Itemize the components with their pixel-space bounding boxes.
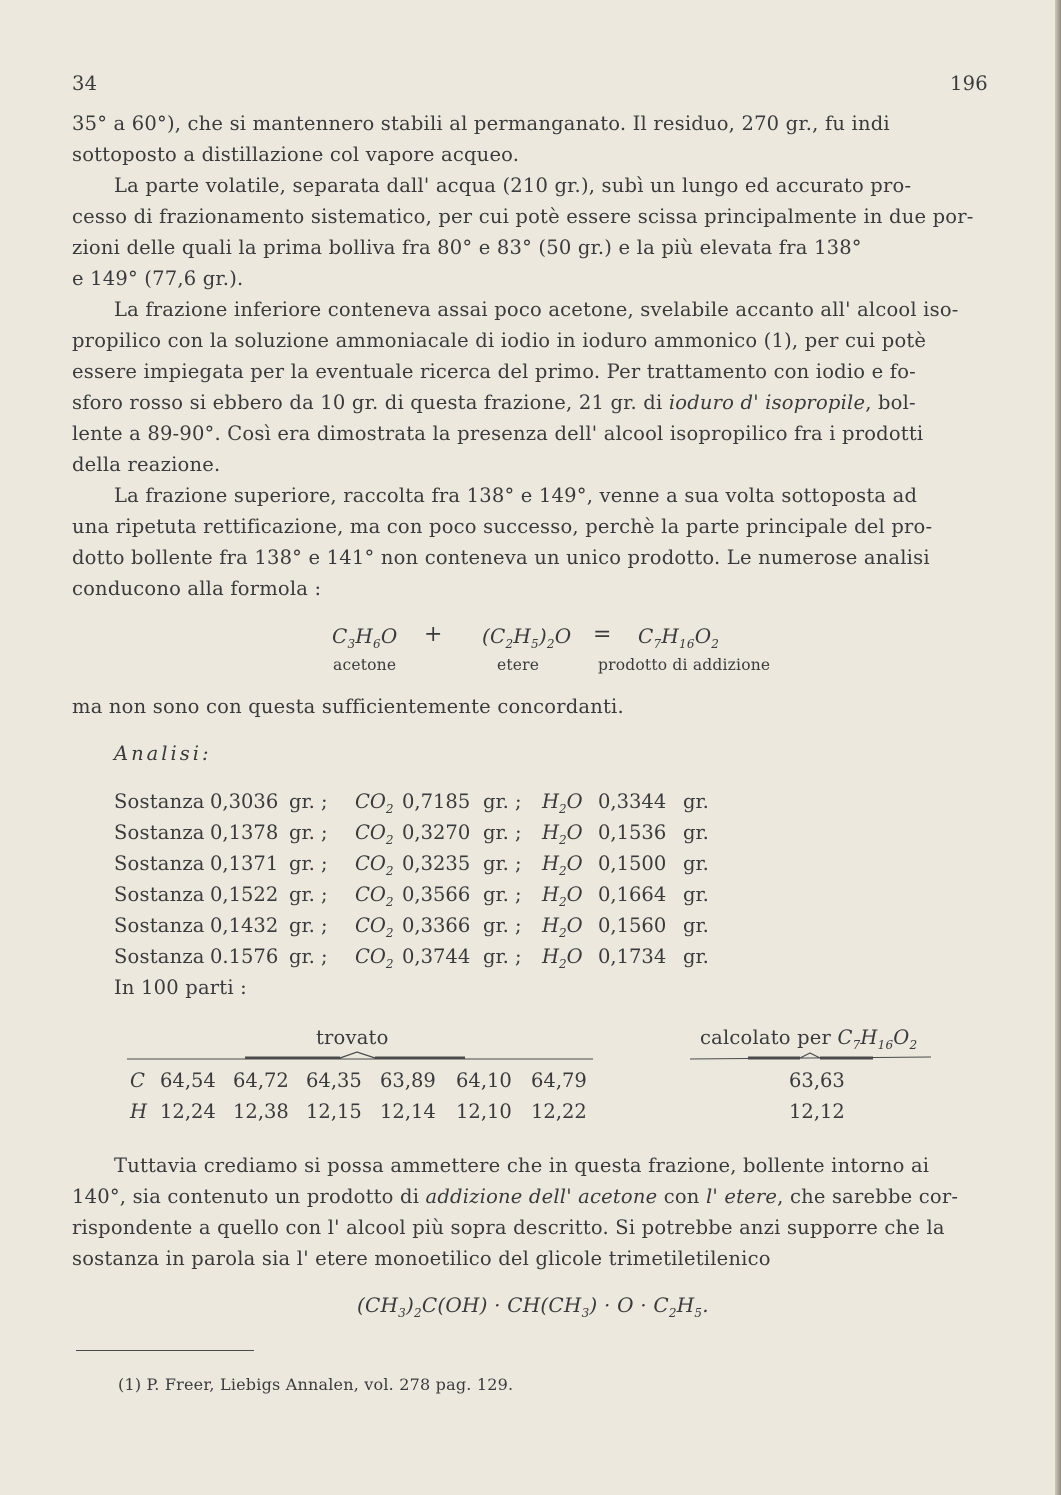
- analisi-unit: gr. ;: [483, 945, 522, 968]
- trovato-heading: trovato: [316, 1026, 389, 1049]
- analisi-row: [114, 852, 205, 875]
- analisi-mass: 0,1371: [210, 852, 279, 875]
- analisi-mass: 0,1378: [210, 821, 279, 844]
- analisi-unit: gr.: [683, 883, 709, 906]
- formula-acetone: $C_3H_6O$: [332, 624, 398, 651]
- analisi-unit: gr. ;: [483, 914, 522, 937]
- text-line: lente a 89-90°. Così era dimostrata la presenza dell' alcool isopropilico fra i prodotti: [72, 422, 924, 445]
- analisi-row: [114, 790, 205, 813]
- italic-term: ioduro d' isopropile: [668, 391, 866, 414]
- table-cell: 64,79: [531, 1069, 587, 1092]
- analisi-unit: gr. ;: [289, 790, 328, 813]
- analisi-unit: gr.: [683, 821, 709, 844]
- text-segment: sforo rosso si ebbero da 10 gr. di questa frazione, 21 gr. di: [72, 391, 669, 414]
- text-segment: 140°, sia contenuto un prodotto di: [72, 1185, 426, 1208]
- text-line: essere impiegata per la eventuale ricerca del primo. Per trattamento con iodio e fo-: [72, 360, 916, 383]
- formula-prodotto: $C_7H_{16}O_2$: [638, 624, 720, 651]
- co2-symbol: $CO_2$: [355, 821, 394, 847]
- text-line: cesso di frazionamento sistematico, per cui potè essere scissa principalmente in due por-: [72, 205, 974, 228]
- text-line: La parte volatile, separata dall' acqua (210 gr.), subì un lungo ed accurato pro-: [114, 174, 912, 197]
- analisi-mass: 0,1522: [210, 883, 279, 906]
- co2-symbol: $CO_2$: [355, 945, 394, 971]
- analisi-h2o: 0,1664: [598, 883, 667, 906]
- analisi-h2o: 0,3344: [598, 790, 667, 813]
- final-formula: $(CH_3)_2C(OH) \cdot CH(CH_3) \cdot O \cdot C_2H_5$.: [357, 1293, 709, 1320]
- co2-symbol: $CO_2$: [355, 883, 394, 909]
- table-cell: 12,10: [456, 1100, 512, 1123]
- co2-symbol: $CO_2$: [355, 852, 394, 878]
- analisi-label: Sostanza: [114, 883, 205, 906]
- formula-etere: $(C_2H_5)_2O$: [482, 624, 572, 651]
- analisi-unit: gr. ;: [289, 914, 328, 937]
- analisi-unit: gr. ;: [483, 790, 522, 813]
- label-etere: etere: [497, 656, 540, 674]
- text-line: conducono alla formola :: [72, 577, 322, 600]
- h2o-symbol: $H_2O$: [542, 821, 583, 847]
- analisi-co2: 0,3744: [402, 945, 471, 968]
- h2o-symbol: $H_2O$: [542, 945, 583, 971]
- text-line: e 149° (77,6 gr.).: [72, 267, 244, 290]
- analisi-unit: gr. ;: [483, 821, 522, 844]
- table-cell: 64,10: [456, 1069, 512, 1092]
- analisi-unit: gr. ;: [289, 945, 328, 968]
- analisi-unit: gr.: [683, 852, 709, 875]
- analisi-label: Sostanza: [114, 945, 205, 968]
- analisi-unit: gr.: [683, 790, 709, 813]
- table-calc-cell: 12,12: [789, 1100, 845, 1123]
- calcolato-brace: [688, 1050, 933, 1064]
- analisi-h2o: 0,1536: [598, 821, 667, 844]
- h2o-symbol: $H_2O$: [542, 790, 583, 816]
- footnote-rule: [76, 1350, 254, 1351]
- h2o-symbol: $H_2O$: [542, 883, 583, 909]
- analisi-label: Sostanza: [114, 790, 205, 813]
- text-line: sottoposto a distillazione col vapore acqueo.: [72, 143, 520, 166]
- text-line: sostanza in parola sia l' etere monoetilico del glicole trimetiletilenico: [72, 1247, 771, 1270]
- table-cell: 12,22: [531, 1100, 587, 1123]
- trovato-brace: [125, 1050, 595, 1064]
- analisi-mass: 0,1432: [210, 914, 279, 937]
- text-line: La frazione superiore, raccolta fra 138° e 149°, venne a sua volta sottoposta ad: [114, 484, 918, 507]
- table-cell: 64,35: [306, 1069, 362, 1092]
- analisi-h2o: 0,1560: [598, 914, 667, 937]
- text-line: La frazione inferiore conteneva assai poco acetone, svelabile accanto all' alcool iso-: [114, 298, 959, 321]
- analisi-row: [114, 914, 205, 937]
- analisi-co2: 0,3235: [402, 852, 471, 875]
- equals-sign: =: [593, 622, 612, 647]
- analisi-h2o: 0,1734: [598, 945, 667, 968]
- text-line: [72, 1185, 958, 1208]
- footnote: (1) P. Freer, Liebigs Annalen, vol. 278 pag. 129.: [118, 1375, 514, 1394]
- h2o-symbol: $H_2O$: [542, 914, 583, 940]
- formula-calcolato: $C_7H_{16}O_2$: [837, 1026, 918, 1052]
- label-acetone: acetone: [333, 656, 397, 674]
- analisi-co2: 0,3566: [402, 883, 471, 906]
- text-line: Tuttavia crediamo si possa ammettere che in questa frazione, bollente intorno ai: [114, 1154, 930, 1177]
- analisi-unit: gr.: [683, 914, 709, 937]
- plus-sign: +: [424, 622, 443, 647]
- analisi-unit: gr.: [683, 945, 709, 968]
- analisi-mass: 0.1576: [210, 945, 279, 968]
- text-line: dotto bollente fra 138° e 141° non conteneva un unico prodotto. Le numerose analisi: [72, 546, 930, 569]
- italic-term: l' etere: [705, 1185, 778, 1208]
- element-symbol: C: [130, 1069, 145, 1092]
- analisi-unit: gr. ;: [289, 883, 328, 906]
- analisi-heading: Analisi:: [114, 742, 212, 765]
- analisi-co2: 0,3270: [402, 821, 471, 844]
- text-line: della reazione.: [72, 453, 221, 476]
- analisi-row: [114, 821, 205, 844]
- analisi-row: [114, 883, 205, 906]
- analisi-row: [114, 945, 205, 968]
- text-segment: , che sarebbe cor-: [777, 1185, 959, 1208]
- page-number-left: 34: [72, 72, 98, 95]
- table-cell: 12,38: [233, 1100, 289, 1123]
- text-line: una ripetuta rettificazione, ma con poco successo, perchè la parte principale del pro-: [72, 515, 933, 538]
- table-cell: 63,89: [380, 1069, 436, 1092]
- analisi-co2: 0,7185: [402, 790, 471, 813]
- table-cell: 64,54: [160, 1069, 216, 1092]
- analisi-unit: gr. ;: [483, 883, 522, 906]
- table-cell: 64,72: [233, 1069, 289, 1092]
- analisi-label: Sostanza: [114, 821, 205, 844]
- analisi-mass: 0,3036: [210, 790, 279, 813]
- analisi-label: Sostanza: [114, 852, 205, 875]
- analisi-unit: gr. ;: [289, 852, 328, 875]
- analisi-h2o: 0,1500: [598, 852, 667, 875]
- co2-symbol: $CO_2$: [355, 914, 394, 940]
- in-100-parti: In 100 parti :: [114, 976, 247, 999]
- analisi-label: Sostanza: [114, 914, 205, 937]
- text-line: [72, 391, 916, 414]
- calcolato-label: calcolato per: [700, 1026, 832, 1049]
- italic-term: addizione dell' acetone: [425, 1185, 658, 1208]
- text-segment: con: [657, 1185, 706, 1208]
- co2-symbol: $CO_2$: [355, 790, 394, 816]
- text-line: 35° a 60°), che si mantennero stabili al permanganato. Il residuo, 270 gr., fu indi: [72, 112, 890, 135]
- element-symbol: H: [130, 1100, 148, 1123]
- table-cell: 12,15: [306, 1100, 362, 1123]
- analisi-co2: 0,3366: [402, 914, 471, 937]
- text-line: ma non sono con questa sufficientemente concordanti.: [72, 695, 624, 718]
- page-number-right: 196: [950, 72, 988, 95]
- label-prodotto: prodotto di addizione: [598, 656, 771, 674]
- h2o-symbol: $H_2O$: [542, 852, 583, 878]
- analisi-unit: gr. ;: [289, 821, 328, 844]
- analisi-unit: gr. ;: [483, 852, 522, 875]
- text-line: propilico con la soluzione ammoniacale di iodio in ioduro ammonico (1), per cui potè: [72, 329, 927, 352]
- table-cell: 12,24: [160, 1100, 216, 1123]
- calcolato-heading: [700, 1026, 918, 1052]
- text-line: rispondente a quello con l' alcool più sopra descritto. Si potrebbe anzi supporre che la: [72, 1216, 945, 1239]
- text-line: zioni delle quali la prima bolliva fra 80° e 83° (50 gr.) e la più elevata fra 138°: [72, 236, 862, 259]
- table-cell: 12,14: [380, 1100, 436, 1123]
- text-segment: , bol-: [865, 391, 916, 414]
- table-calc-cell: 63,63: [789, 1069, 845, 1092]
